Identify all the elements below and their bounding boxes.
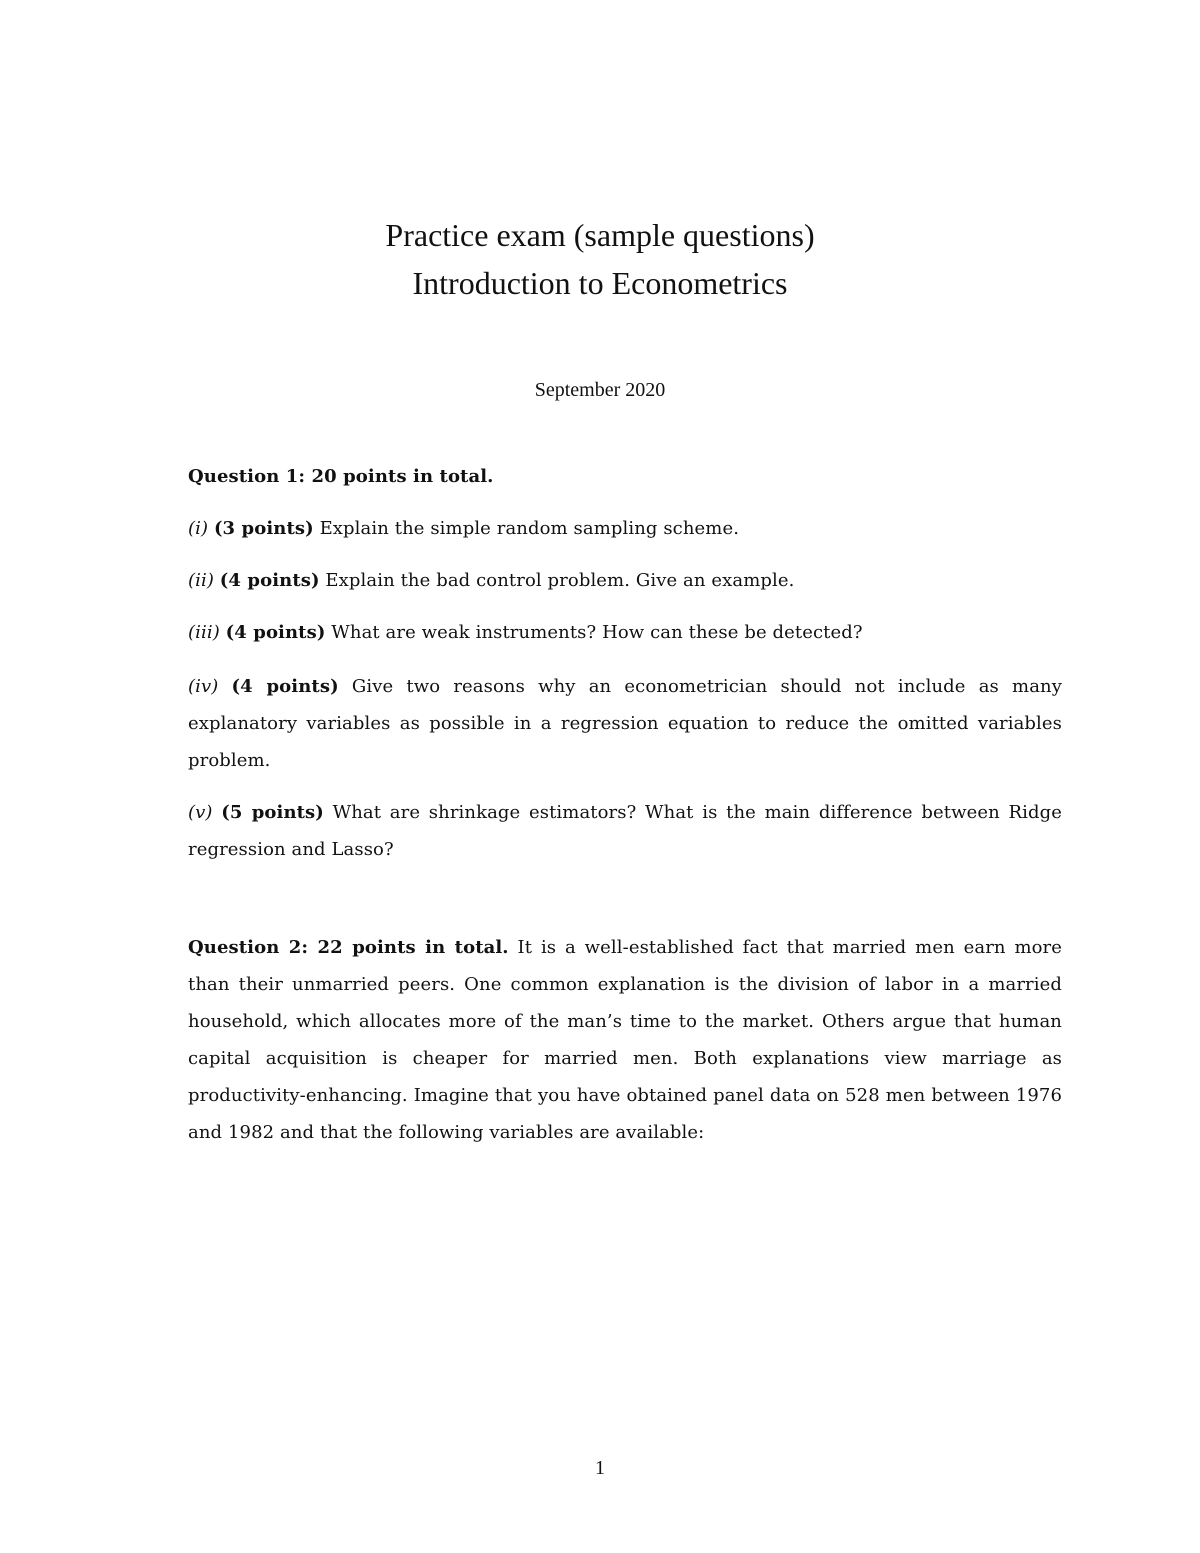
page-number: 1 <box>595 1457 605 1479</box>
question1-item-ii <box>188 562 1062 599</box>
item-text: What are shrinkage estimators? What is the main difference between Ridge regression and Lasso? <box>188 802 1063 860</box>
question1-item-iv <box>188 668 1062 779</box>
item-label: (ii) <box>188 570 214 591</box>
item-text: Explain the simple random sampling scheme. <box>319 518 740 539</box>
item-points: (5 points) <box>221 802 324 823</box>
item-label: (v) <box>188 802 213 823</box>
item-points: (3 points) <box>213 518 314 539</box>
question2-text: It is a well-established fact that married men earn more than their unmarried peers. One common explanation is the division of labor in a married household, which allocates more of the man’s time to the market. Others argue that human capital acquisition is cheaper for married men. Both explanations view marriage as productivity-enhancing. Imagine that you have obtained panel data on 528 men between 1976 and 1982 and that the following variables are available: <box>188 937 1063 1143</box>
question1-item-v <box>188 794 1062 868</box>
item-label: (iii) <box>188 622 220 643</box>
item-text: Explain the bad control problem. Give an example. <box>325 570 795 591</box>
item-text: What are weak instruments? How can these be detected? <box>331 622 863 643</box>
item-points: (4 points) <box>231 676 339 697</box>
question1-item-iii <box>188 614 1062 651</box>
item-points: (4 points) <box>219 570 320 591</box>
item-label: (i) <box>188 518 209 539</box>
question1-heading-line <box>188 458 1062 495</box>
page-title: Practice exam (sample questions) <box>385 217 815 253</box>
item-points: (4 points) <box>225 622 326 643</box>
question1-heading: Question 1: 20 points in total. <box>188 466 494 487</box>
question2-heading: Question 2: 22 points in total. <box>188 937 509 958</box>
course-title: Introduction to Econometrics <box>412 265 788 301</box>
question1-item-i <box>188 510 1062 547</box>
exam-date: September 2020 <box>534 379 666 401</box>
item-text: Give two reasons why an econometrician should not include as many explanatory variables as possible in a regression equation to reduce the omitted variables problem. <box>188 676 1062 771</box>
item-label: (iv) <box>188 676 219 697</box>
question2-paragraph <box>188 929 1062 1151</box>
